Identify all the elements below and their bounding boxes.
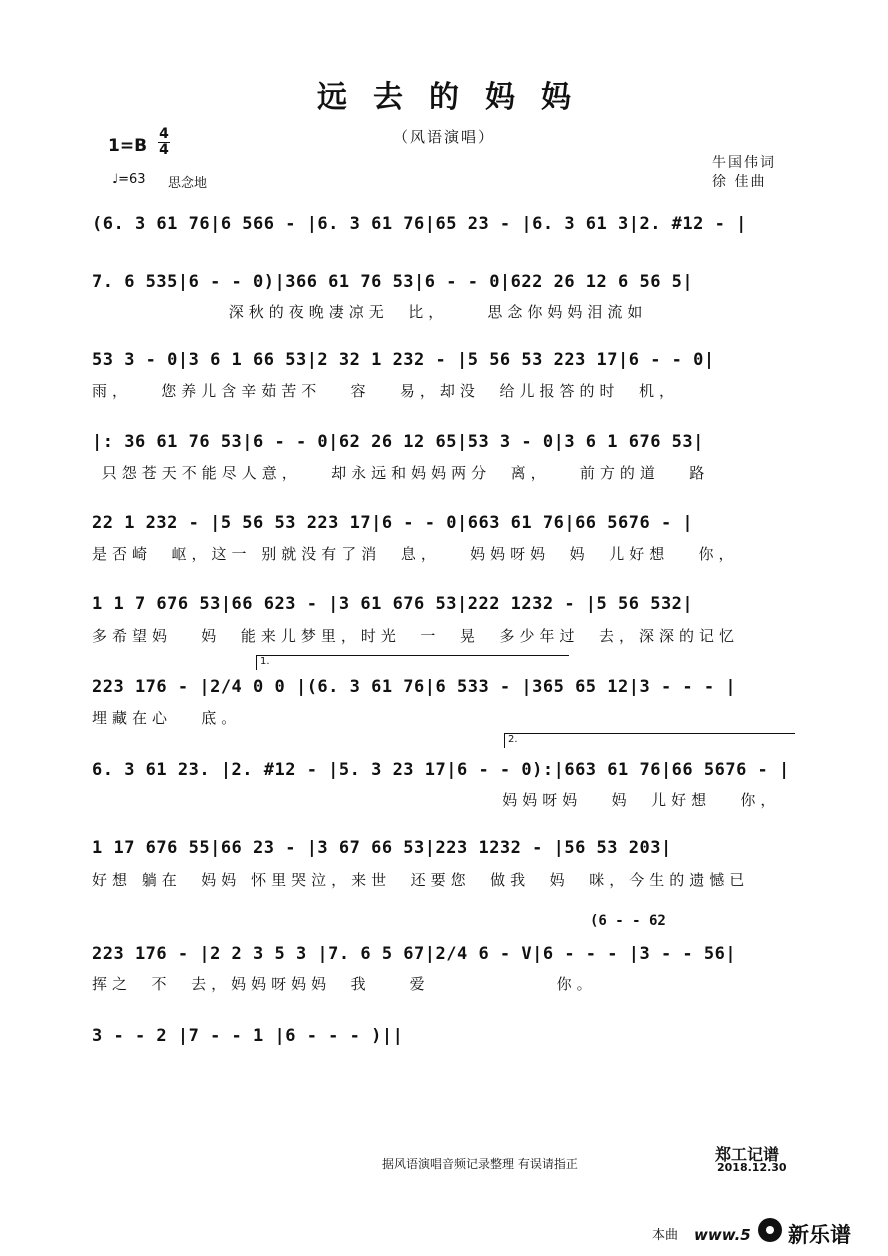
staff-notes: 223 176 - |2/4 0 0 |(6. 3 61 76|6 533 - |365 65 12|3 - - - | [92, 677, 737, 697]
lyrics-line-9: 好想 躺在 妈妈 怀里哭泣，来世 还要您 做我 妈 咪，今生的遗憾已 [92, 871, 750, 889]
staff-notes: 22 1 232 - |5 56 53 223 17|6 - - 0|663 61 76|66 5676 - | [92, 513, 694, 533]
lyrics-line-10: 挥之 不 去，妈妈呀妈妈 我 爱 你。 [92, 975, 597, 993]
time-signature-bottom: 4 [159, 142, 169, 158]
lyrics-line-5: 是否崎 岖，这一 别就没有了消 息， 妈妈呀妈 妈 儿好想 你， [92, 545, 739, 563]
staff-line-6 [92, 594, 812, 628]
lyrics-line-6: 多希望妈 妈 能来儿梦里，时光 一 晃 多少年过 去，深深的记忆 [92, 627, 739, 645]
mood-marking: 思念地 [168, 176, 208, 191]
lyrics-line-4: 只怨苍天不能尽人意， 却永远和妈妈两分 离， 前方的道 路 [92, 464, 710, 482]
coda-small-notes: (6 - - 62 [590, 913, 666, 929]
staff-line-7 [92, 677, 812, 711]
staff-notes: 7. 6 535|6 - - 0)|366 61 76 53|6 - - 0|622 26 12 6 56 5| [92, 272, 694, 292]
key-signature: 1=B [108, 136, 148, 156]
tempo-marking: ♩=63 [112, 172, 146, 187]
staff-notes: 1 17 676 55|66 23 - |3 67 66 53|223 1232 - |56 53 203| [92, 838, 672, 858]
staff-notes: 53 3 - 0|3 6 1 66 53|2 32 1 232 - |5 56 53 223 17|6 - - 0| [92, 350, 715, 370]
transcriber-name: 郑工记谱 [715, 1145, 780, 1164]
lyrics-line-3: 雨， 您养儿含辛茹苦不 容 易，却没 给儿报答的时 机， [92, 382, 679, 400]
lyricist-credit: 牛国伟词 [712, 155, 776, 171]
song-subtitle: （风语演唱） [392, 128, 495, 146]
staff-notes: 6. 3 61 23. |2. #12 - |5. 3 23 17|6 - - 0):|663 61 76|66 5676 - | [92, 760, 790, 780]
staff-line-11 [92, 1026, 812, 1060]
staff-line-3 [92, 350, 812, 384]
lyrics-line-7: 埋藏在心 底。 [92, 709, 242, 727]
volta-second-ending: 2. [504, 733, 795, 748]
staff-line-9 [92, 838, 812, 872]
lyrics-line-2: 深秋的夜晚凄凉无 比， 思念你妈妈泪流如 [92, 303, 648, 321]
staff-notes: |: 36 61 76 53|6 - - 0|62 26 12 65|53 3 - 0|3 6 1 676 53| [92, 432, 704, 452]
staff-line-1 [92, 214, 812, 248]
staff-notes: 3 - - 2 |7 - - 1 |6 - - - )|| [92, 1026, 404, 1046]
site-name[interactable]: 新乐谱 [788, 1223, 851, 1247]
staff-notes: 223 176 - |2 2 3 5 3 |7. 6 5 67|2/4 6 - V|6 - - - |3 - - 56| [92, 944, 737, 964]
time-signature [158, 127, 170, 158]
composer-credit: 徐 佳曲 [712, 174, 767, 190]
staff-notes: (6. 3 61 76|6 566 - |6. 3 61 76|65 23 - |6. 3 61 3|2. #12 - | [92, 214, 747, 234]
time-signature-top: 4 [159, 126, 169, 142]
lyrics-line-8: 妈妈呀妈 妈 儿好想 你， [92, 791, 781, 809]
transcription-note: 据风语演唱音频记录整理 有误请指正 [382, 1157, 578, 1171]
volta-first-ending: 1. [256, 655, 569, 670]
staff-notes: 1 1 7 676 53|66 623 - |3 61 676 53|222 1232 - |5 56 532| [92, 594, 694, 614]
footer-prefix: 本曲 [652, 1228, 679, 1243]
site-url[interactable]: www.5 [694, 1226, 751, 1244]
site-logo-icon [758, 1218, 782, 1242]
staff-line-5 [92, 513, 812, 547]
song-title: 远去的妈妈 [317, 80, 597, 115]
transcription-date: 2018.12.30 [717, 1161, 787, 1174]
staff-line-4 [92, 432, 812, 466]
